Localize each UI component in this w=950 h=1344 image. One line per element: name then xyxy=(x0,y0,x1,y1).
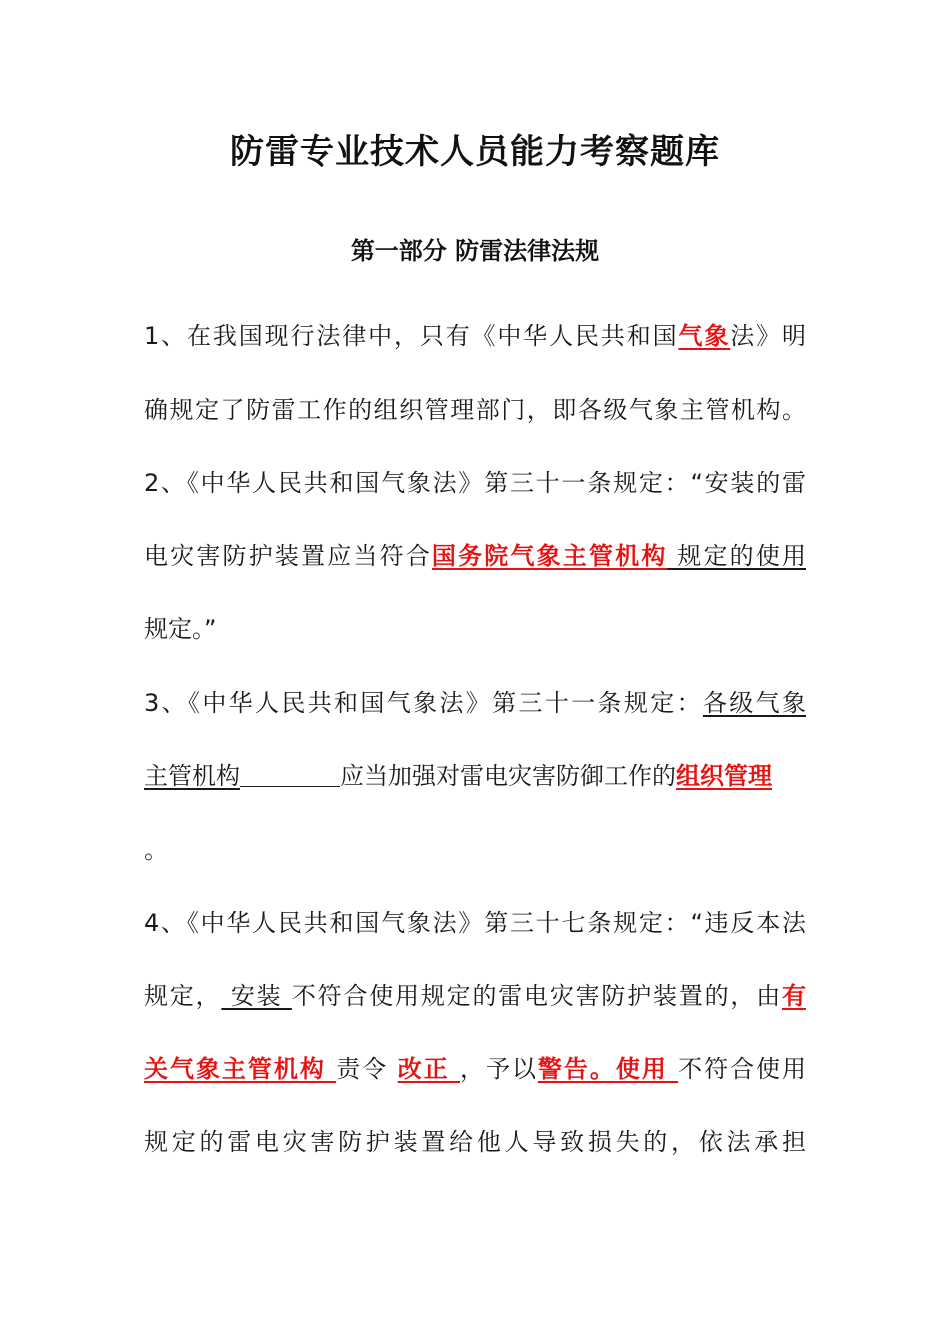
q4-line-3 xyxy=(144,1049,806,1084)
q4-answer-1: 安装 xyxy=(221,982,292,1010)
q4-answer-4: 警告。使用 xyxy=(537,1055,679,1083)
q3-answer-2: 组织管理 xyxy=(676,762,772,790)
q4-line-4: 规定的雷电灾害防护装置给他人导致损失的，依法承担 xyxy=(144,1128,806,1156)
q3-text: 3、《中华人民共和国气象法》第三十一条规定： xyxy=(144,689,703,717)
q4-text-end: 不符合使用 xyxy=(678,1055,807,1083)
q2-line-3: 规定。” xyxy=(144,615,217,643)
q2-text: 电灾害防护装置应当符合 xyxy=(144,542,432,570)
section-heading: 第一部分 防雷法律法规 xyxy=(350,237,600,265)
q4-answer-3: 改正 xyxy=(397,1055,460,1083)
q2-answer: 国务院气象主管机构 xyxy=(431,542,668,570)
q1-text: 1、在我国现行法律中，只有《中华人民共和国 xyxy=(144,322,679,350)
q4-text-give: ，予以 xyxy=(460,1055,538,1083)
document-title: 防雷专业技术人员能力考察题库 xyxy=(230,132,720,172)
q3-line-1 xyxy=(144,683,806,718)
q1-answer: 气象 xyxy=(678,322,731,350)
q3-answer-part-1: 各级气象 xyxy=(702,689,806,717)
q4-line-2 xyxy=(144,976,806,1011)
q4-text-mid: 不符合使用规定的雷电灾害防护装置的，由 xyxy=(291,982,783,1010)
q4-line-1: 4、《中华人民共和国气象法》第三十七条规定：“违反本法 xyxy=(144,909,806,937)
q4-answer-2-start: 有 xyxy=(782,982,807,1010)
q3-answer-blank xyxy=(240,785,340,787)
q2-line-1: 2、《中华人民共和国气象法》第三十一条规定：“安装的雷 xyxy=(144,469,806,497)
q3-line-3: 。 xyxy=(144,836,168,864)
q2-text-end: 规定的使用 xyxy=(667,542,807,570)
q4-text-order: 责令 xyxy=(336,1055,398,1083)
q4-text: 规定， xyxy=(144,982,222,1010)
q1-line-2: 确规定了防雷工作的组织管理部门，即各级气象主管机构。 xyxy=(144,396,806,424)
q1-text-end: 法》明 xyxy=(730,322,807,350)
q3-line-2 xyxy=(144,756,806,791)
q1-line-1 xyxy=(144,316,806,351)
q3-text-mid: 应当加强对雷电灾害防御工作的 xyxy=(340,762,676,790)
q3-answer-part-2: 主管机构 xyxy=(144,762,240,790)
q2-line-2 xyxy=(144,536,806,571)
q4-answer-2-end: 关气象主管机构 xyxy=(144,1055,337,1083)
